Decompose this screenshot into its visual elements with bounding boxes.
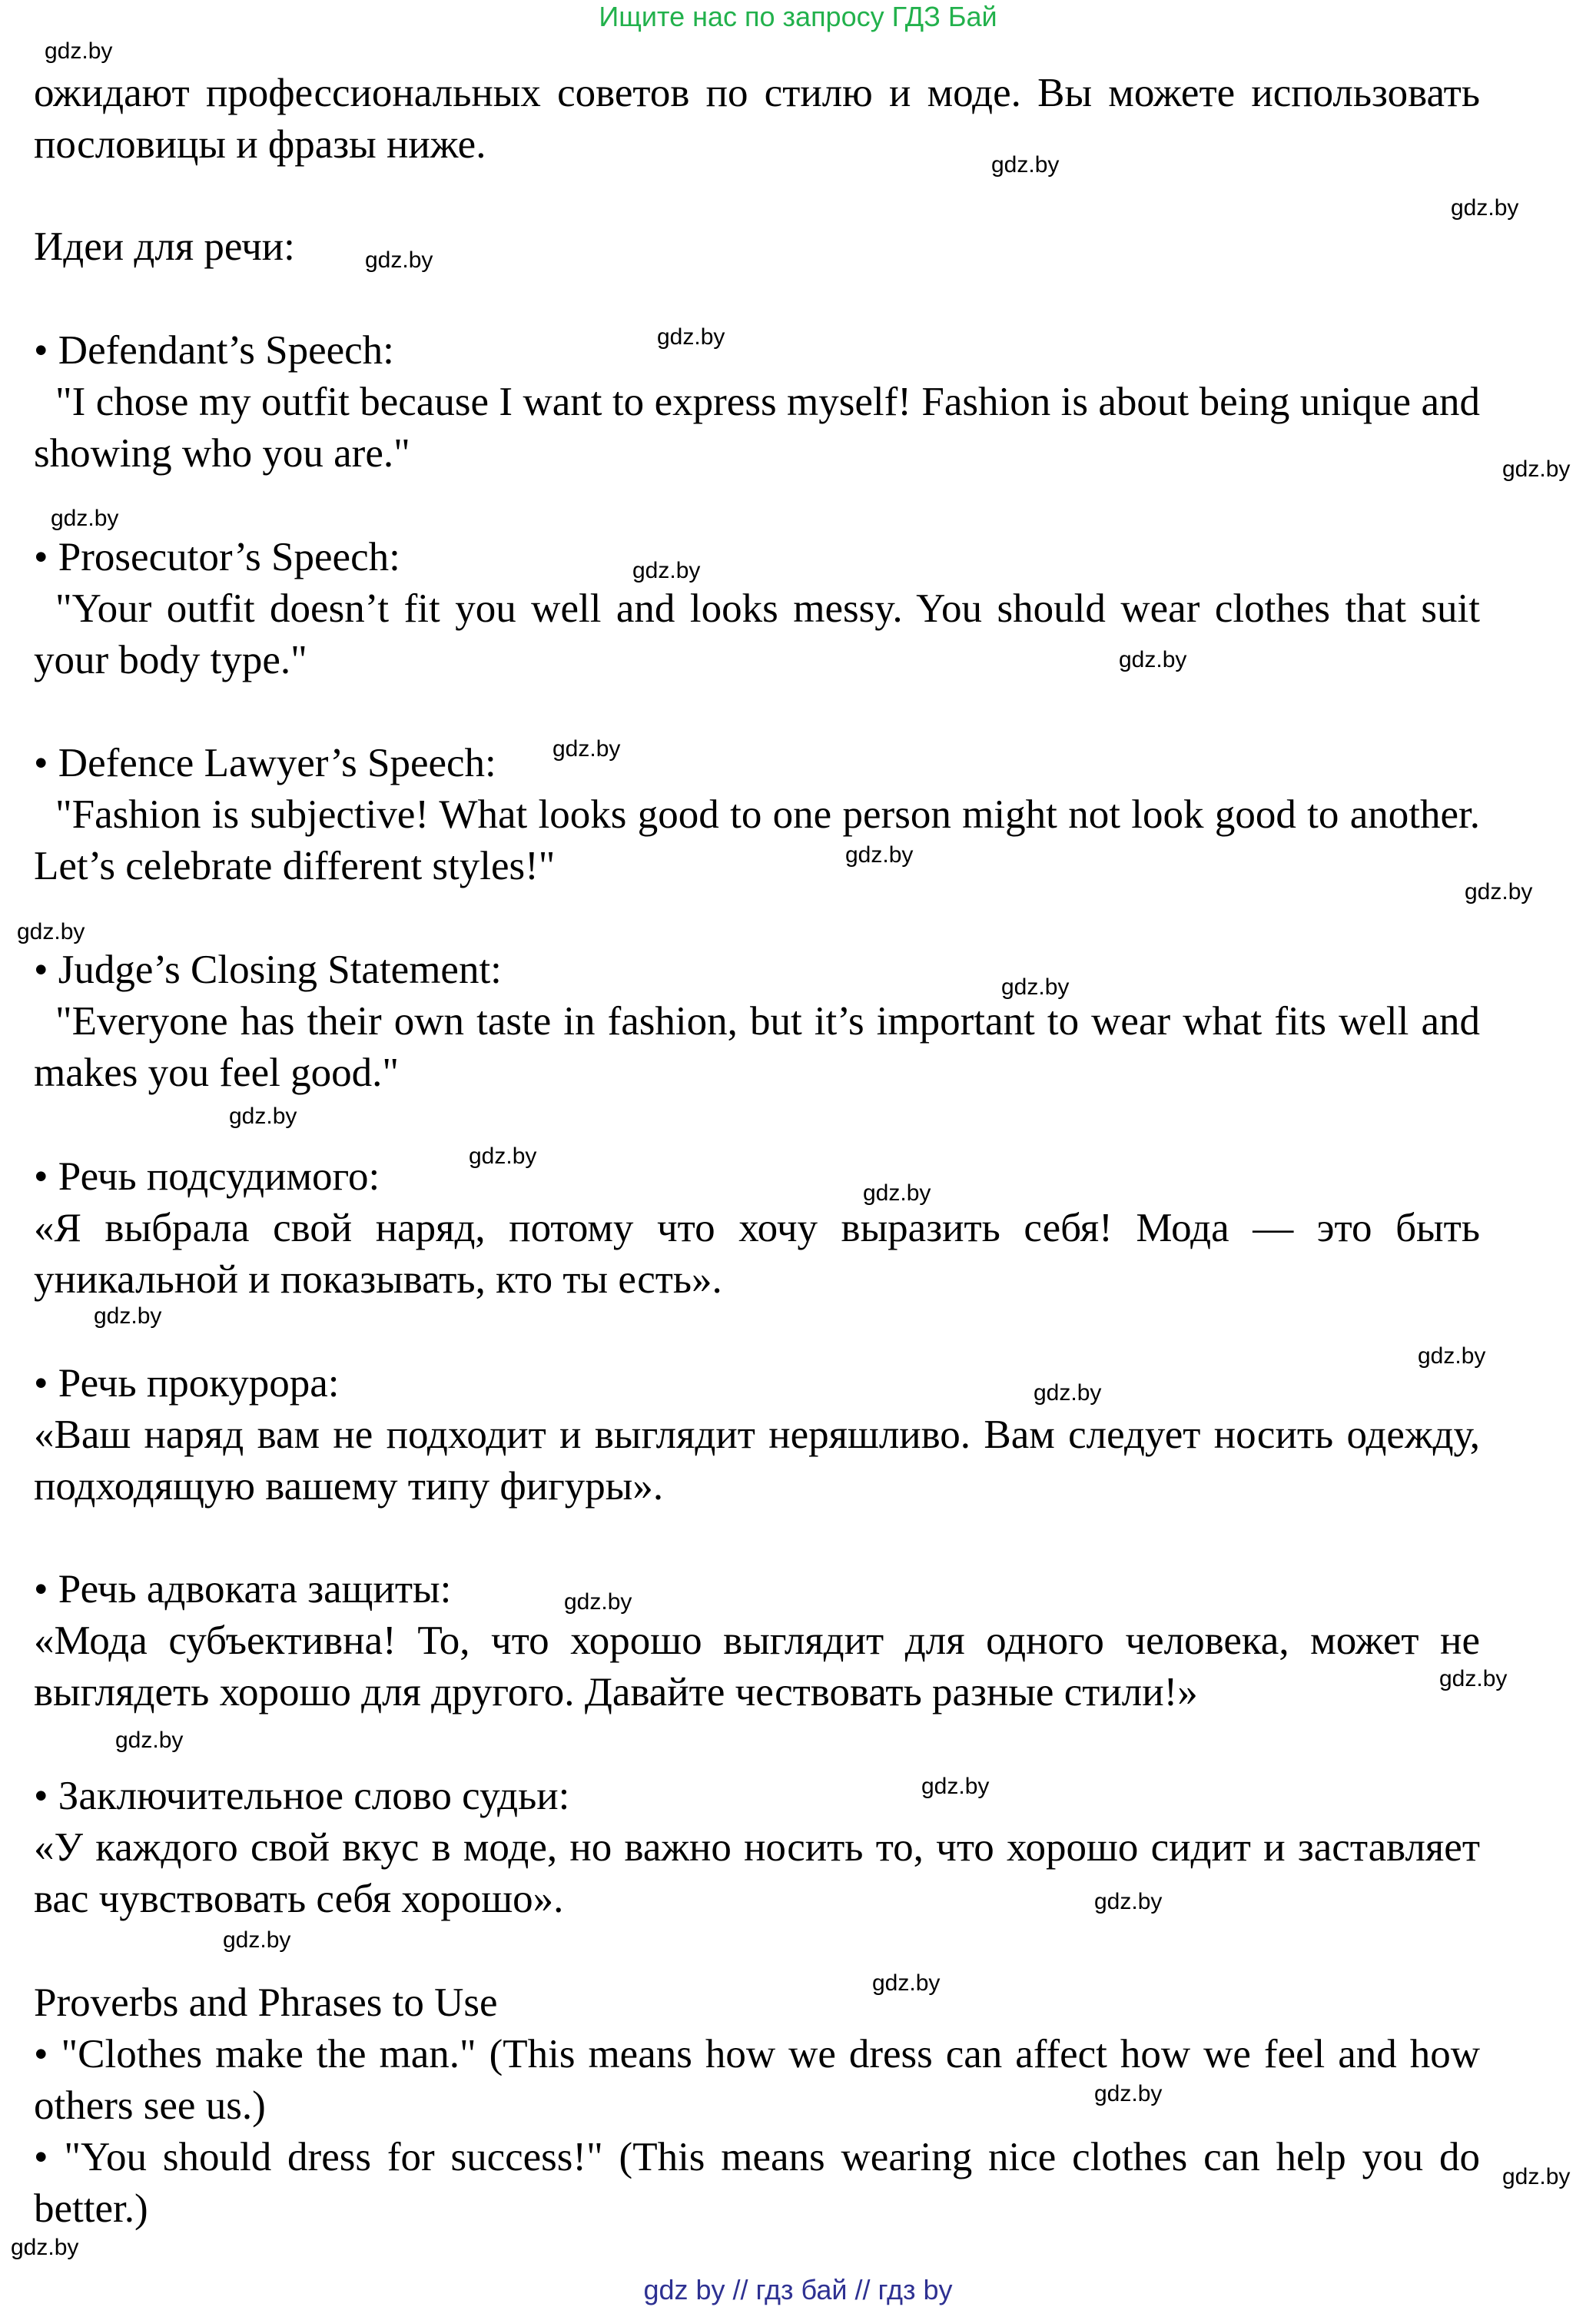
speech-quote-prosecutor-en: "Your outfit doesn’t fit you well and looks messy. You should wear clothes that suit your body type." [34,586,1480,682]
speech-quote-defendant-en: "I chose my outfit because I want to express myself! Fashion is about being unique and showing who you are." [34,380,1480,476]
watermark: gdz.by [921,1774,990,1799]
watermark: gdz.by [1502,456,1571,482]
footer-watermark: gdz by // гдз бай // гдз by [643,2274,953,2305]
watermark: gdz.by [469,1144,537,1169]
watermark: gdz.by [17,919,85,944]
watermark: gdz.by [1418,1343,1486,1369]
watermark: gdz.by [863,1180,931,1206]
watermark: gdz.by [1001,974,1070,1000]
watermark: gdz.by [1451,195,1519,221]
watermark: gdz.by [872,1970,941,1996]
watermark: gdz.by [1439,1666,1508,1691]
watermark: gdz.by [51,506,119,531]
watermark: gdz.by [657,324,725,350]
watermark: gdz.by [1094,1889,1163,1914]
search-banner: Ищите нас по запросу ГДЗ Бай [599,1,997,32]
watermark: gdz.by [45,38,113,64]
speech-quote-judge-ru: «У каждого свой вкус в моде, но важно носить то, что хорошо сидит и заставляет вас чувствовать себя хорошо». [34,1825,1480,1921]
watermark: gdz.by [1034,1380,1102,1406]
speech-quote-defence-en: "Fashion is subjective! What looks good to one person might not look good to another. Let’s celebrate different styles!" [34,792,1480,888]
watermark: gdz.by [11,2235,79,2260]
watermark: gdz.by [991,152,1060,178]
watermark: gdz.by [365,247,433,273]
proverb-item: • "Clothes make the man." (This means how we dress can affect how we feel and how others see us.) [34,2032,1480,2128]
proverbs-heading: Proverbs and Phrases to Use [34,1980,498,2025]
speech-quote-prosecutor-ru: «Ваш наряд вам не подходит и выглядит неряшливо. Вам следует носить одежду, подходящую вашему типу фигуры». [34,1412,1480,1509]
speech-title-prosecutor-ru: • Речь прокурора: [34,1361,340,1406]
watermark: gdz.by [229,1104,297,1129]
speech-title-defence-ru: • Речь адвоката защиты: [34,1567,452,1612]
watermark: gdz.by [1465,879,1533,905]
watermark: gdz.by [223,1927,291,1953]
speech-title-prosecutor-en: • Prosecutor’s Speech: [34,535,400,579]
watermark: gdz.by [1119,647,1187,672]
intro-paragraph: ожидают профессиональных советов по стилю и моде. Вы можете использовать пословицы и фразы ниже. [34,71,1480,167]
watermark: gdz.by [94,1303,162,1329]
speech-title-judge-en: • Judge’s Closing Statement: [34,948,502,992]
watermark: gdz.by [845,842,914,868]
ideas-heading: Идеи для речи: [34,224,295,269]
speech-title-judge-ru: • Заключительное слово судьи: [34,1774,570,1818]
speech-title-defendant-ru: • Речь подсудимого: [34,1154,380,1199]
watermark: gdz.by [564,1589,632,1615]
watermark: gdz.by [1502,2164,1571,2189]
speech-quote-defence-ru: «Мода субъективна! То, что хорошо выглядит для одного человека, может не выглядеть хорошо для другого. Давайте чествовать разные стили!» [34,1618,1480,1714]
watermark: gdz.by [632,558,701,583]
proverb-item: • "You should dress for success!" (This means wearing nice clothes can help you do better.) [34,2135,1480,2231]
watermark: gdz.by [1094,2081,1163,2106]
speech-title-defendant-en: • Defendant’s Speech: [34,328,394,373]
watermark: gdz.by [115,1728,184,1753]
speech-quote-defendant-ru: «Я выбрала свой наряд, потому что хочу выразить себя! Мода — это быть уникальной и показывать, кто ты есть». [34,1206,1480,1302]
speech-quote-judge-en: "Everyone has their own taste in fashion, but it’s important to wear what fits well and makes you feel good." [34,999,1480,1095]
watermark: gdz.by [552,736,621,762]
speech-title-defence-en: • Defence Lawyer’s Speech: [34,741,496,785]
